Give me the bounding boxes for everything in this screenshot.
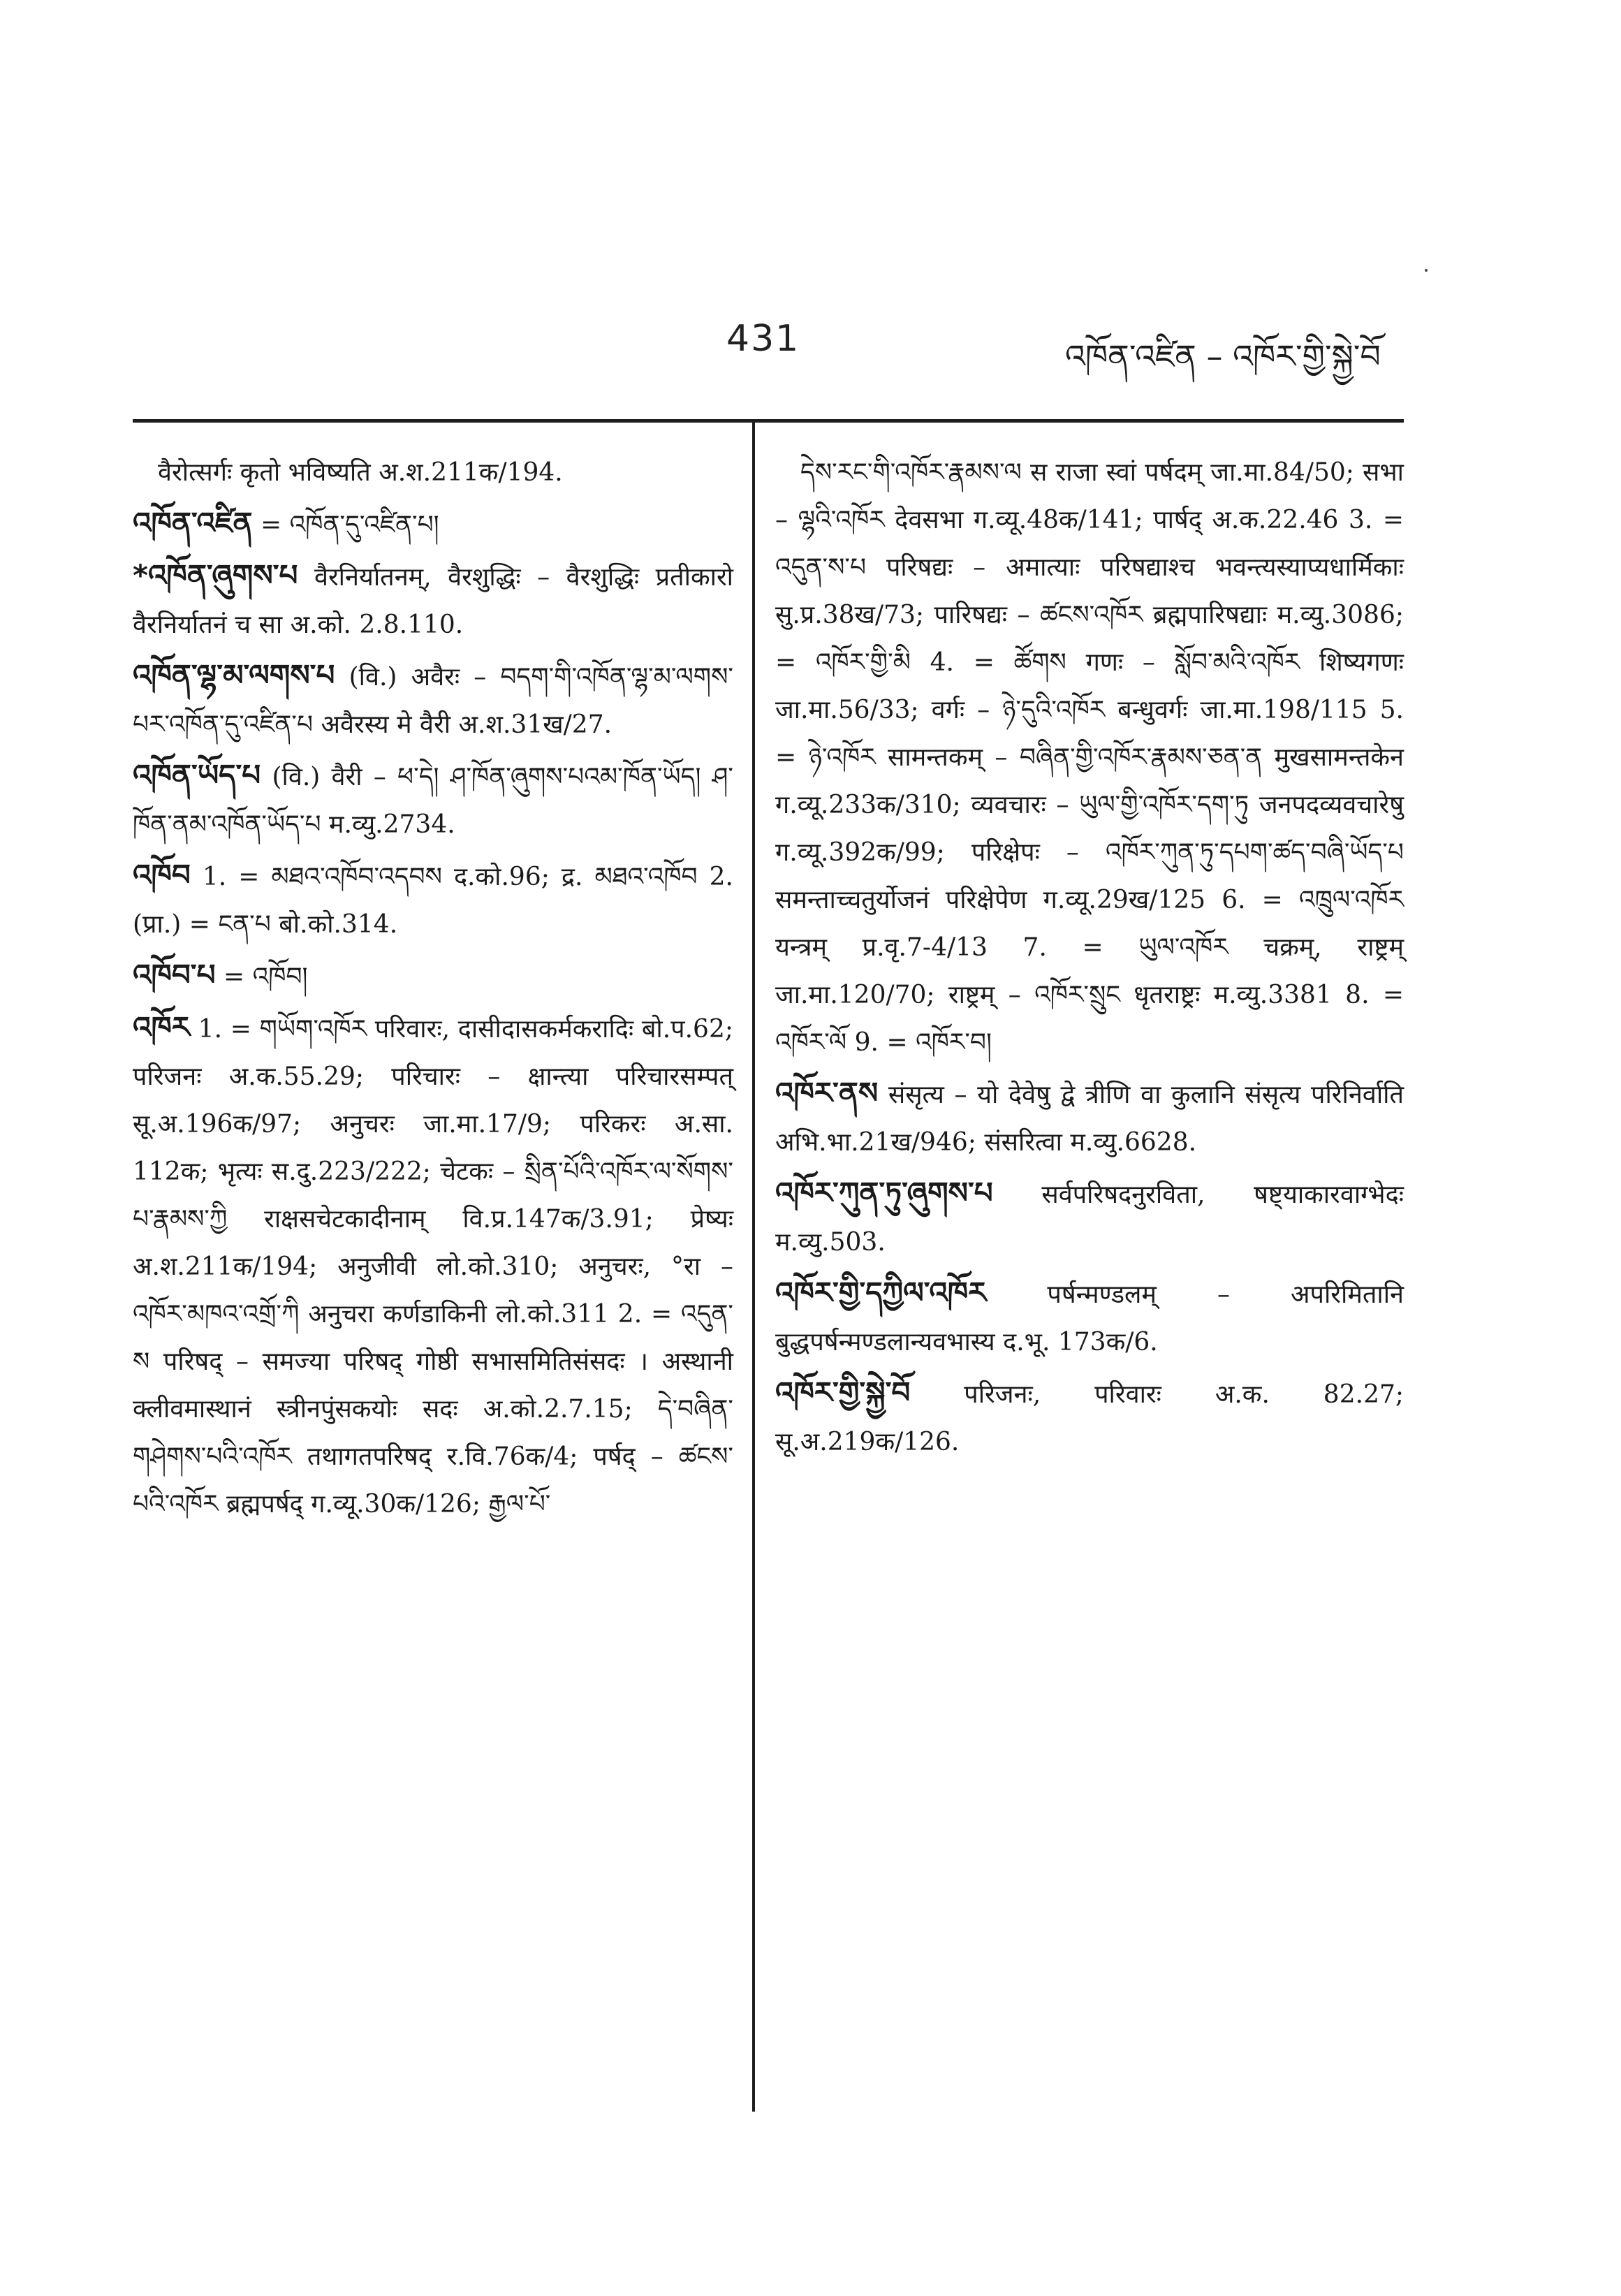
entry-headword: འཁོར་ཀུན་ཏུ་ཞུགས་པ [775,1176,993,1210]
entry-2 [133,552,733,649]
right-column [775,447,1404,1469]
entry-0 [775,447,1404,1067]
entry-headword: འཁོབ [133,858,191,892]
entry-headword: འཁོན་ཡོད་པ [133,758,261,792]
entry-3 [133,652,733,749]
entry-5 [133,851,733,949]
column-divider [752,421,755,2112]
scan-speck [1425,269,1428,272]
page-number: 431 [726,318,800,360]
running-head: འཁོན་འཛིན – འཁོར་གྱི་སྐྱེ་བོ [1065,337,1381,375]
entry-headword: *འཁོན་ཞུགས་པ [133,558,298,592]
entry-headword: འཁོབ་པ [133,958,216,992]
entry-text: 1. = མཐའ་འཁོབ་འདབས द.को.96; द्र. མཐའ་འཁོབ 2. (प्रा.) = ངན་པ बो.को.314. [133,863,733,939]
entry-text: परिजनः, परिवारः अ.क. 82.27; सू.अ.219क/126. [775,1380,1404,1456]
entry-text: वैरनिर्यातनम्, वैरशुद्धिः – वैरशुद्धिः प्रतीकारो वैरनिर्यातनं च सा अ.को. 2.8.110. [133,563,733,639]
entry-headword: འཁོར་ནས [775,1076,879,1110]
entry-text: དེས་རང་གི་འཁོར་རྣམས་ལ स राजा स्वां पर्षदम् जा.मा.84/50; सभा – ལྷའི་འཁོར देवसभा ग.व्यू.48क/141; पार्षद् अ.क.22.46 3. = འདུན་ས་པ परिषद्यः – अमात्याः परिषद्याश्च भवन्त्यस्याप्यधार्मिकाः सु.प्र.38ख/73; पारिषद्यः – ཚངས་འཁོར ब्रह्मपारिषद्याः म.व्यु.3086; = འཁོར་གྱི་མི 4. = ཚོགས गणः – སློབ་མའི་འཁོར शिष्यगणः जा.मा.56/33; वर्गः – ཉེ་དུའི་འཁོར बन्धुवर्गः जा.मा.198/115 5. = ཉེ་འཁོར सामन्तकम् – བཞིན་གྱི་འཁོར་རྣམས་ཅན་ན मुखसामन्तकेन ग.व्यू.233क/310; व्यवचारः – ཡུལ་གྱི་འཁོར་དག་ཏུ जनपदव्यवचारेषु ग.व्यू.392क/99; परिक्षेपः – འཁོར་ཀུན་ཏུ་དཔག་ཚད་བཞི་ཡོད་པ समन्ताच्चतुर्योजनं परिक्षेपेण ग.व्यू.29ख/125 6. = འཁྲུལ་འཁོར यन्त्रम् प्र.वृ.7-4/13 7. = ཡུལ་འཁོར चक्रम्, राष्ट्रम् जा.मा.120/70; राष्ट्रम् – འཁོར་སྲུང धृतराष्ट्रः म.व्यु.3381 8. = འཁོར་ལོ 9. = འཁོར་བ། [775,458,1404,1057]
entry-headword: འཁོར་གྱི་དཀྱིལ་འཁོར [775,1275,987,1310]
entry-6 [133,951,733,1001]
entry-3 [775,1269,1404,1366]
entry-text: 1. = གཡོག་འཁོར परिवारः, दासीदासकर्मकरादिः बो.प.62; परिजनः अ.क.55.29; परिचारः – क्षान्त्या परिचारसम्पत् सू.अ.196क/97; अनुचरः जा.मा.17/9; परिकरः अ.सा. 112क; भृत्यः स.दु.223/222; चेटकः – སྲིན་པོའི་འཁོར་ལ་སོགས་པ་རྣམས་ཀྱི राक्षसचेटकादीनाम् वि.प्र.147क/3.91; प्रेष्यः अ.श.211क/194; अनुजीवी लो.को.310; अनुचरः, °रा – འཁོར་མཁའ་འགྲོ་ཀི अनुचरा कर्णडाकिनी लो.को.311 2. = འདུན་ས परिषद् – समज्या परिषद् गोष्ठी सभासमितिसंसदः । अस्थानी क्लीवमास्थानं स्त्रीनपुंसकयोः सदः अ.को.2.7.15; དེ་བཞིན་གཤེགས་པའི་འཁོར तथागतपरिषद् र.वि.76क/4; पर्षद् – ཚངས་པའི་འཁོར ब्रह्मपर्षद् ग.व्यू.30क/126; རྒྱལ་པོ་ [133,1015,733,1519]
header-rule [133,419,1404,423]
entry-text: संसृत्य – यो देवेषु द्वे त्रीणि वा कुलानि संसृत्य परिनिर्वाति अभि.भा.21ख/946; संसरित्वा म.व्यु.6628. [775,1081,1404,1157]
entry-4 [775,1369,1404,1466]
entry-text: पर्षन्मण्डलम् – अपरिमितानि बुद्धपर्षन्मण्डलान्यवभास्य द.भू. 173क/6. [775,1280,1404,1357]
entry-text: = འཁོན་དུ་འཛིན་པ། [260,511,439,539]
entry-headword: འཁོར [133,1010,191,1044]
entry-7 [133,1004,733,1528]
entry-text: (वि.) अवैरः – བདག་གི་འཁོན་ལྷ་མ་ལགས་པར་འཁོན་དུ་འཛིན་པ अवैरस्य मे वैरी अ.श.31ख/27. [133,663,733,739]
entry-0 [133,447,733,497]
entry-1 [133,499,733,549]
entry-1 [775,1069,1404,1167]
left-column [133,447,733,1531]
entry-text: = འཁོབ། [223,963,308,991]
entry-text: सर्वपरिषदनुरविता, षष्ट्याकारवाग्भेदः म.व्यु.503. [775,1180,1404,1257]
entry-headword: འཁོར་གྱི་སྐྱེ་བོ [775,1375,911,1410]
entry-headword: འཁོན་ལྷ་མ་ལགས་པ [133,658,335,692]
entry-2 [775,1169,1404,1266]
entry-text: वैरोत्सर्गः कृतो भविष्यति अ.श.211क/194. [158,458,563,487]
entry-headword: འཁོན་འཛིན [133,506,253,540]
entry-4 [133,752,733,849]
entry-text: (वि.) वैरी – ཕ་དེ། ཤ་ཁོན་ཞུགས་པའམ་ཁོན་ཡོད། ཤ་ཁོན་ནམ་འཁོན་ཡོད་པ म.व्यु.2734. [133,763,733,839]
